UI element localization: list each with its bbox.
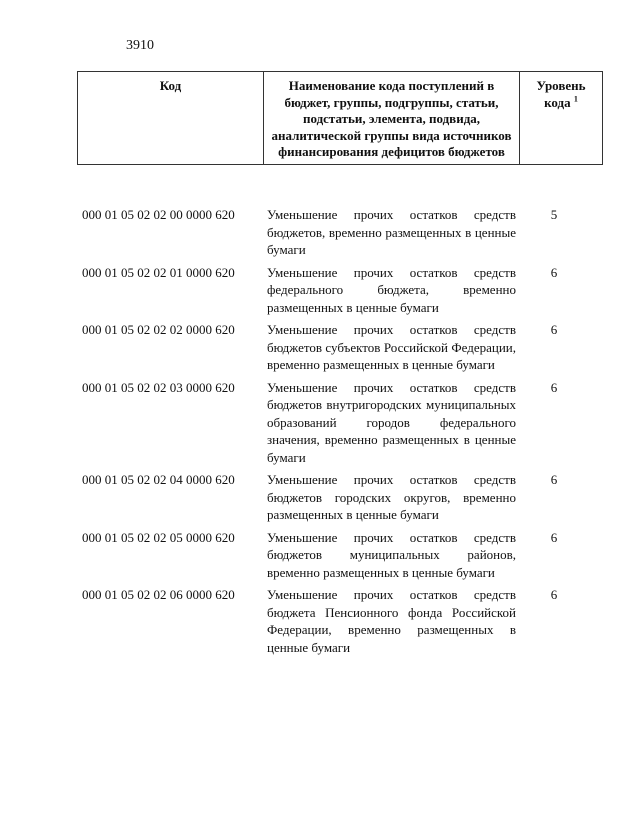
- header-code: [78, 72, 264, 165]
- row-name: Уменьшение прочих остатков средств федерального бюджета, временно размещенных в ценные бумаги: [267, 264, 516, 315]
- row-name: Уменьшение прочих остатков средств бюджетов муниципальных районов, временно размещенных в ценные бумаги: [267, 529, 516, 580]
- row-name: Уменьшение прочих остатков средств бюджетов внутригородских муниципальных образований городов федерального значения, временно размещенных в ценные бумаги: [267, 379, 516, 465]
- row-name: Уменьшение прочих остатков средств бюджетов городских округов, временно размещенных в ценные бумаги: [267, 472, 516, 522]
- header-row: [78, 72, 603, 165]
- header-level: [520, 72, 603, 165]
- row-level: 6: [550, 379, 558, 395]
- table-row: [82, 529, 582, 582]
- header-level-label: Уровень кода: [536, 78, 586, 110]
- row-code: 000 01 05 02 02 06 0000 620: [82, 587, 235, 602]
- row-level: 6: [550, 264, 558, 280]
- table-row: [82, 471, 582, 524]
- page-number: 3910: [126, 38, 154, 53]
- table-row: [82, 321, 582, 374]
- classification-header-table: [77, 71, 603, 165]
- classification-rows: [82, 206, 582, 661]
- table-row: [82, 206, 582, 259]
- header-name-label: Наименование кода поступлений в бюджет, группы, подгруппы, статьи, подстатьи, элемента, подвида, аналитической группы вида источников финансирования дефицитов бюджетов: [271, 78, 512, 159]
- row-code: 000 01 05 02 02 04 0000 620: [82, 472, 235, 487]
- row-name: Уменьшение прочих остатков средств бюджетов, временно размещенных в ценные бумаги: [267, 207, 516, 257]
- row-level: 6: [550, 587, 558, 602]
- row-code: 000 01 05 02 02 00 0000 620: [82, 207, 235, 222]
- row-code: 000 01 05 02 02 03 0000 620: [82, 379, 235, 395]
- row-code: 000 01 05 02 02 05 0000 620: [82, 529, 235, 545]
- row-name: Уменьшение прочих остатков средств бюджетов субъектов Российской Федерации, временно размещенных в ценные бумаги: [267, 322, 516, 372]
- table-row: [82, 264, 582, 317]
- header-code-label: Код: [159, 78, 182, 93]
- row-level: 6: [550, 322, 558, 337]
- row-code: 000 01 05 02 02 01 0000 620: [82, 264, 235, 280]
- table-row: [82, 379, 582, 467]
- row-name: Уменьшение прочих остатков средств бюджета Пенсионного фонда Российской Федерации, временно размещенных в ценные бумаги: [267, 587, 516, 655]
- row-level: 5: [550, 207, 558, 222]
- row-level: 6: [550, 472, 558, 487]
- row-level: 6: [550, 529, 558, 545]
- table-row: [82, 586, 582, 656]
- header-level-footnote: 1: [573, 94, 578, 104]
- row-code: 000 01 05 02 02 02 0000 620: [82, 322, 235, 337]
- header-name: [264, 72, 520, 165]
